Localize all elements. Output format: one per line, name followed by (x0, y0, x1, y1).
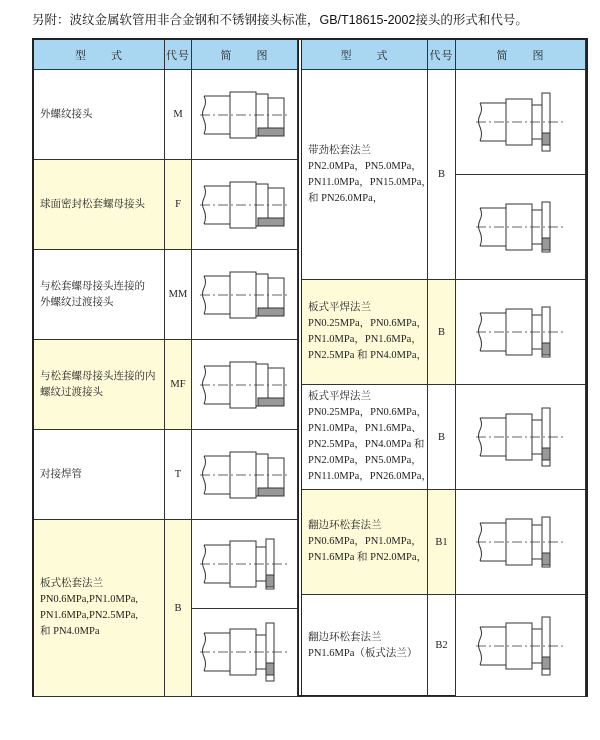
cell-text: B (437, 326, 445, 338)
left-header-type (34, 40, 165, 70)
diagram-cell (192, 609, 298, 698)
cell-text: B (437, 431, 445, 443)
left_rows-type-cell (34, 430, 165, 520)
diagram-cell (456, 70, 586, 175)
type-text (40, 197, 145, 213)
cell-text: B (437, 169, 445, 180)
type-text (308, 630, 417, 662)
cell-text: 翻边环松套法兰 (308, 520, 382, 531)
left_rows-type-cell (34, 250, 165, 340)
fitting-drawing-icon (200, 174, 290, 236)
type-text (308, 389, 432, 485)
left_rows-type-cell (34, 520, 165, 697)
right_rows-type-cell (302, 70, 432, 280)
cell-text: PN11.0MPa，PN26.0MPa， (308, 471, 432, 482)
left_rows-code-cell (165, 520, 192, 697)
caption: 另附：波纹金属软管用非合金钢和不锈钢接头标准，GB/T18615-2002接头的形式和代号。 (32, 13, 528, 27)
cell-text: 与松套螺母接头连接的 (40, 280, 145, 292)
cell-text: 外螺纹接头 (40, 108, 93, 120)
cell-text: PN0.25MPa，PN0.6MPa， (308, 407, 428, 418)
right_rows-type-cell (302, 280, 428, 385)
right-header-diagram (456, 40, 586, 70)
fitting-drawing-icon (200, 84, 290, 146)
type-text (40, 279, 145, 311)
right-header-code (428, 40, 456, 70)
diagram-cell (456, 385, 586, 490)
type-text (40, 107, 93, 123)
left_rows-code-cell (165, 340, 192, 430)
diagram-cell (456, 595, 586, 697)
diagram-cell (192, 520, 298, 609)
fitting-drawing-icon (476, 196, 566, 258)
cell-text: PN2.0MPa，PN5.0MPa， (308, 160, 422, 172)
diagram-cell (192, 340, 298, 430)
cell-text: 外螺纹过渡接头 (40, 296, 114, 308)
cell-text: T (174, 469, 182, 480)
cell-text: 简 图 (220, 48, 269, 62)
cell-text: 和 PN26.0MPa， (308, 192, 384, 204)
cell-text: MM (168, 289, 188, 300)
cell-text: 螺纹过渡接头 (40, 386, 103, 398)
right_rows-type-cell (302, 490, 428, 595)
cell-text: B2 (435, 640, 448, 651)
right_rows-code-cell (428, 595, 456, 697)
cell-text: M (173, 109, 183, 120)
right-header-type (302, 40, 428, 70)
left_rows-code-cell (165, 430, 192, 520)
cell-text: 代号 (166, 48, 190, 62)
cell-text: PN1.6MPa,PN2.5MPa, (40, 610, 139, 621)
type-text (40, 576, 138, 640)
fitting-drawing-icon (200, 354, 290, 416)
left_rows-type-cell (34, 160, 165, 250)
right_rows-type-cell (302, 385, 432, 490)
cell-text: PN0.25MPa，PN0.6MPa， (308, 318, 428, 329)
cell-text: PN1.6MPa（板式法兰） (308, 647, 418, 659)
diagram-cell (192, 160, 298, 250)
diagram-cell (456, 175, 586, 280)
left_rows-type-cell (34, 340, 165, 430)
cell-text: 代号 (429, 48, 454, 62)
cell-text: 板式平焊法兰 (308, 302, 371, 313)
fitting-drawing-icon (200, 444, 290, 506)
type-text (308, 300, 427, 364)
fitting-drawing-icon (476, 511, 566, 573)
right_rows-code-cell (428, 490, 456, 595)
cell-text: PN0.6MPa,PN1.0MPa, (40, 594, 139, 605)
cell-text: 型 式 (75, 48, 123, 62)
diagram-cell (192, 70, 298, 160)
cell-text: PN0.6MPa，PN1.0MPa， (308, 536, 422, 547)
cell-text: B1 (435, 536, 448, 548)
cell-text: 带劲松套法兰 (308, 144, 371, 156)
diagram-cell (456, 490, 586, 595)
cell-text: PN2.5MPa，PN4.0MPa 和 (308, 439, 425, 450)
fitting-drawing-icon (200, 264, 290, 326)
cell-text: PN1.0MPa，PN1.6MPa， (308, 334, 422, 345)
right_rows-code-cell (428, 280, 456, 385)
fitting-table (32, 38, 588, 697)
cell-text: 简 图 (496, 48, 545, 62)
fitting-drawing-icon (476, 615, 566, 677)
cell-text: PN1.0MPa，PN1.6MPa、 (308, 423, 422, 434)
fitting-drawing-icon (476, 406, 566, 468)
cell-text: MF (170, 379, 186, 390)
cell-text: 和 PN4.0MPa (40, 626, 100, 637)
cell-text: 型 式 (340, 48, 389, 62)
left_rows-type-cell (34, 70, 165, 160)
cell-text: 翻边环松套法兰 (308, 631, 382, 643)
left_rows-code-cell (165, 160, 192, 250)
cell-text: PN2.5MPa 和 PN4.0MPa， (308, 350, 428, 361)
right_rows-type-cell (302, 595, 428, 697)
diagram-cell (456, 280, 586, 385)
type-text (40, 369, 156, 401)
type-text (308, 518, 427, 566)
fitting-drawing-icon (476, 301, 566, 363)
diagram-cell (192, 250, 298, 340)
cell-text: F (175, 199, 181, 210)
type-text (308, 143, 432, 207)
cell-text: B (174, 602, 182, 614)
cell-text: 板式平焊法兰 (308, 391, 371, 402)
cell-text: 球面密封松套螺母接头 (40, 198, 145, 210)
cell-text: PN1.6MPa 和 PN2.0MPa， (308, 552, 428, 563)
right_rows-code-cell (428, 385, 456, 490)
left-header-code (165, 40, 192, 70)
left-header-diagram (192, 40, 298, 70)
right_rows-code-cell (428, 70, 456, 280)
cell-text: PN2.0MPa，PN5.0MPa， (308, 455, 422, 466)
cell-text: 板式松套法兰 (40, 578, 103, 589)
fitting-drawing-icon (200, 621, 290, 683)
type-text (40, 467, 82, 483)
cell-text: 对接焊管 (40, 468, 82, 480)
left_rows-code-cell (165, 70, 192, 160)
left_rows-code-cell (165, 250, 192, 340)
fitting-drawing-icon (476, 91, 566, 153)
fitting-drawing-icon (200, 533, 290, 595)
diagram-cell (192, 430, 298, 520)
cell-text: PN11.0MPa，PN15.0MPa， (308, 176, 432, 188)
cell-text: 与松套螺母接头连接的内 (40, 370, 156, 382)
